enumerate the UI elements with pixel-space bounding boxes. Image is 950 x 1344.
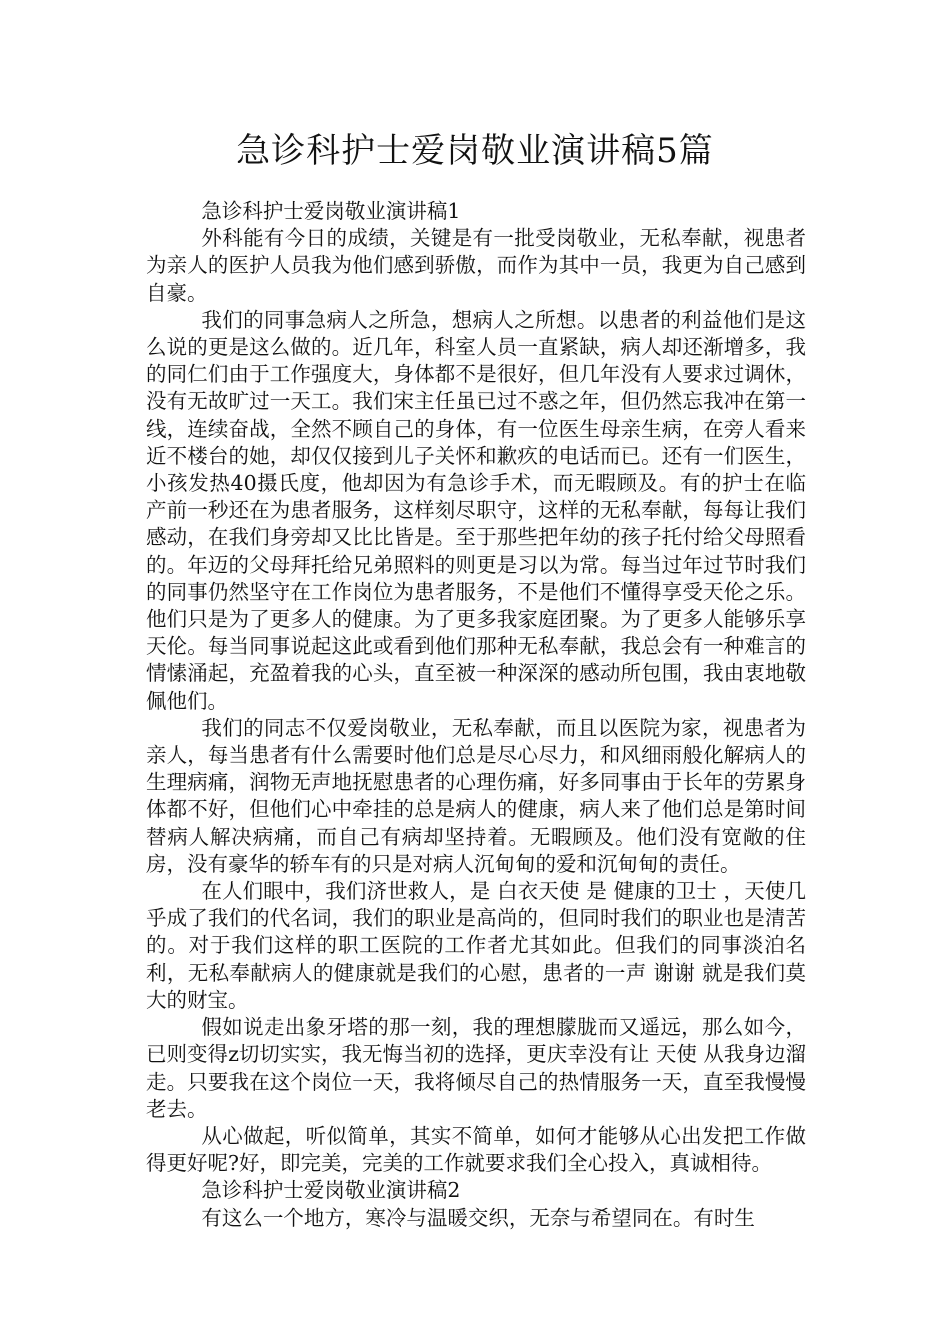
document-title: 急诊科护士爱岗敬业演讲稿5篇 bbox=[236, 131, 714, 171]
paragraph-4: 在人们眼中，我们济世救人，是 白衣天使 是 健康的卫士 ，天使几乎成了我们的代名词，我们的职业是高尚的，但同时我们的职业也是清苦的。对于我们这样的职工医院的工作者尤其如此。但我们的同事淡泊名利，无私奉献病人的健康就是我们的心慰，患者的一声 谢谢 就是我们莫大的财宝。 bbox=[146, 879, 806, 1012]
paragraph-2: 我们的同事急病人之所急，想病人之所想。以患者的利益他们是这么说的更是这么做的。近几年，科室人员一直紧缺，病人却还渐增多，我的同仁们由于工作强度大，身体都不是很好，但几年没有人要求过调休，没有无故旷过一天工。我们宋主任虽已过不惑之年，但仍然忘我冲在第一线，连续奋战，全然不顾自己的身体，有一位医生母亲生病，在旁人看来近不楼台的她，却仅仅接到儿子关怀和歉疚的电话而已。还有一们医生，小孩发热40摄氏度，他却因为有急诊手术，而无暇顾及。有的护士在临产前一秒还在为患者服务，这样刻尽职守，这样的无私奉献，每每让我们感动，在我们身旁却又比比皆是。至于那些把年幼的孩子托付给父母照看的。年迈的父母拜托给兄弟照料的则更是习以为常。每当过年过节时我们的同事仍然坚守在工作岗位为患者服务，不是他们不懂得享受天伦之乐。他们只是为了更多人的健康。为了更多我家庭团聚。为了更多人能够乐享天伦。每当同事说起这此或看到他们那种无私奉献，我总会有一种难言的情愫涌起，充盈着我的心头，直至被一种深深的感动所包围，我由衷地敬佩他们。 bbox=[146, 307, 806, 713]
paragraph-6: 从心做起，听似简单，其实不简单，如何才能够从心出发把工作做得更好呢?好，即完美，完美的工作就要求我们全心投入，真诚相待。 bbox=[146, 1123, 806, 1176]
document-body bbox=[146, 198, 806, 1232]
paragraph-3: 我们的同志不仅爱岗敬业，无私奉献，而且以医院为家，视患者为亲人，每当患者有什么需要时他们总是尽心尽力，和风细雨般化解病人的生理病痛，润物无声地抚慰患者的心理伤痛，好多同事由于长年的劳累身体都不好，但他们心中牵挂的总是病人的健康，病人来了他们总是第时间替病人解决病痛，而自己有病却坚持着。无暇顾及。他们没有宽敞的住房，没有豪华的轿车有的只是对病人沉甸甸的爱和沉甸甸的责任。 bbox=[146, 715, 806, 876]
paragraph-section2-first: 有这么一个地方，寒冷与温暖交织，无奈与希望同在。有时生 bbox=[201, 1205, 755, 1230]
section-heading-2: 急诊科护士爱岗敬业演讲稿2 bbox=[201, 1178, 461, 1203]
paragraph-1: 外科能有今日的成绩，关键是有一批受岗敬业，无私奉献，视患者为亲人的医护人员我为他们感到骄傲，而作为其中一员，我更为自己感到自豪。 bbox=[146, 226, 806, 305]
paragraph-5: 假如说走出象牙塔的那一刻，我的理想朦胧而又遥远，那么如今，已则变得z切切实实，我无悔当初的选择，更庆幸没有让 天使 从我身边溜走。只要我在这个岗位一天，我将倾尽自己的热情服务一天，直至我慢慢老去。 bbox=[146, 1015, 806, 1121]
section-heading-1: 急诊科护士爱岗敬业演讲稿1 bbox=[201, 199, 461, 223]
